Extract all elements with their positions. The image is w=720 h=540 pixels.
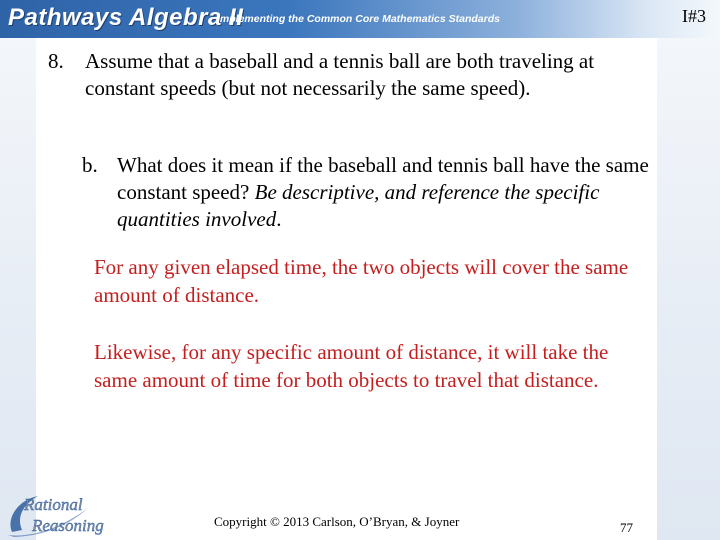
course-subtitle: Implementing the Common Core Mathematics Standards [217, 13, 500, 25]
part-b-italic-text: Be descriptive, and reference the specific quantities involved [117, 180, 600, 231]
header-banner [0, 0, 720, 38]
part-b-label: b. [82, 153, 98, 177]
logo-text-rational: Rational [24, 495, 83, 514]
slide-id: I#3 [682, 6, 706, 26]
question-number: 8. [48, 49, 64, 73]
copyright-notice: Copyright © 2013 Carlson, O’Bryan, & Joyner [214, 514, 460, 529]
answer-paragraph-2: Likewise, for any specific amount of distance, it will take the same amount of time for both objects to travel that distance. [94, 340, 609, 392]
course-title: Pathways Algebra II [8, 4, 244, 31]
left-border-strip [0, 38, 36, 540]
page-number: 77 [620, 520, 633, 535]
logo-text-reasoning: Reasoning [32, 516, 104, 535]
right-border-strip [657, 38, 720, 540]
rational-reasoning-logo [4, 488, 130, 538]
part-b-question [117, 152, 677, 233]
answer-paragraph-1: For any given elapsed time, the two objects will cover the same amount of distance. [94, 255, 629, 307]
part-b-end: . [276, 207, 282, 231]
part-b-plain-text: What does it mean if the baseball and tennis ball have the same constant speed? [117, 153, 649, 204]
question-text: Assume that a baseball and a tennis ball are both traveling at constant speeds (but not necessarily the same speed). [85, 49, 595, 100]
